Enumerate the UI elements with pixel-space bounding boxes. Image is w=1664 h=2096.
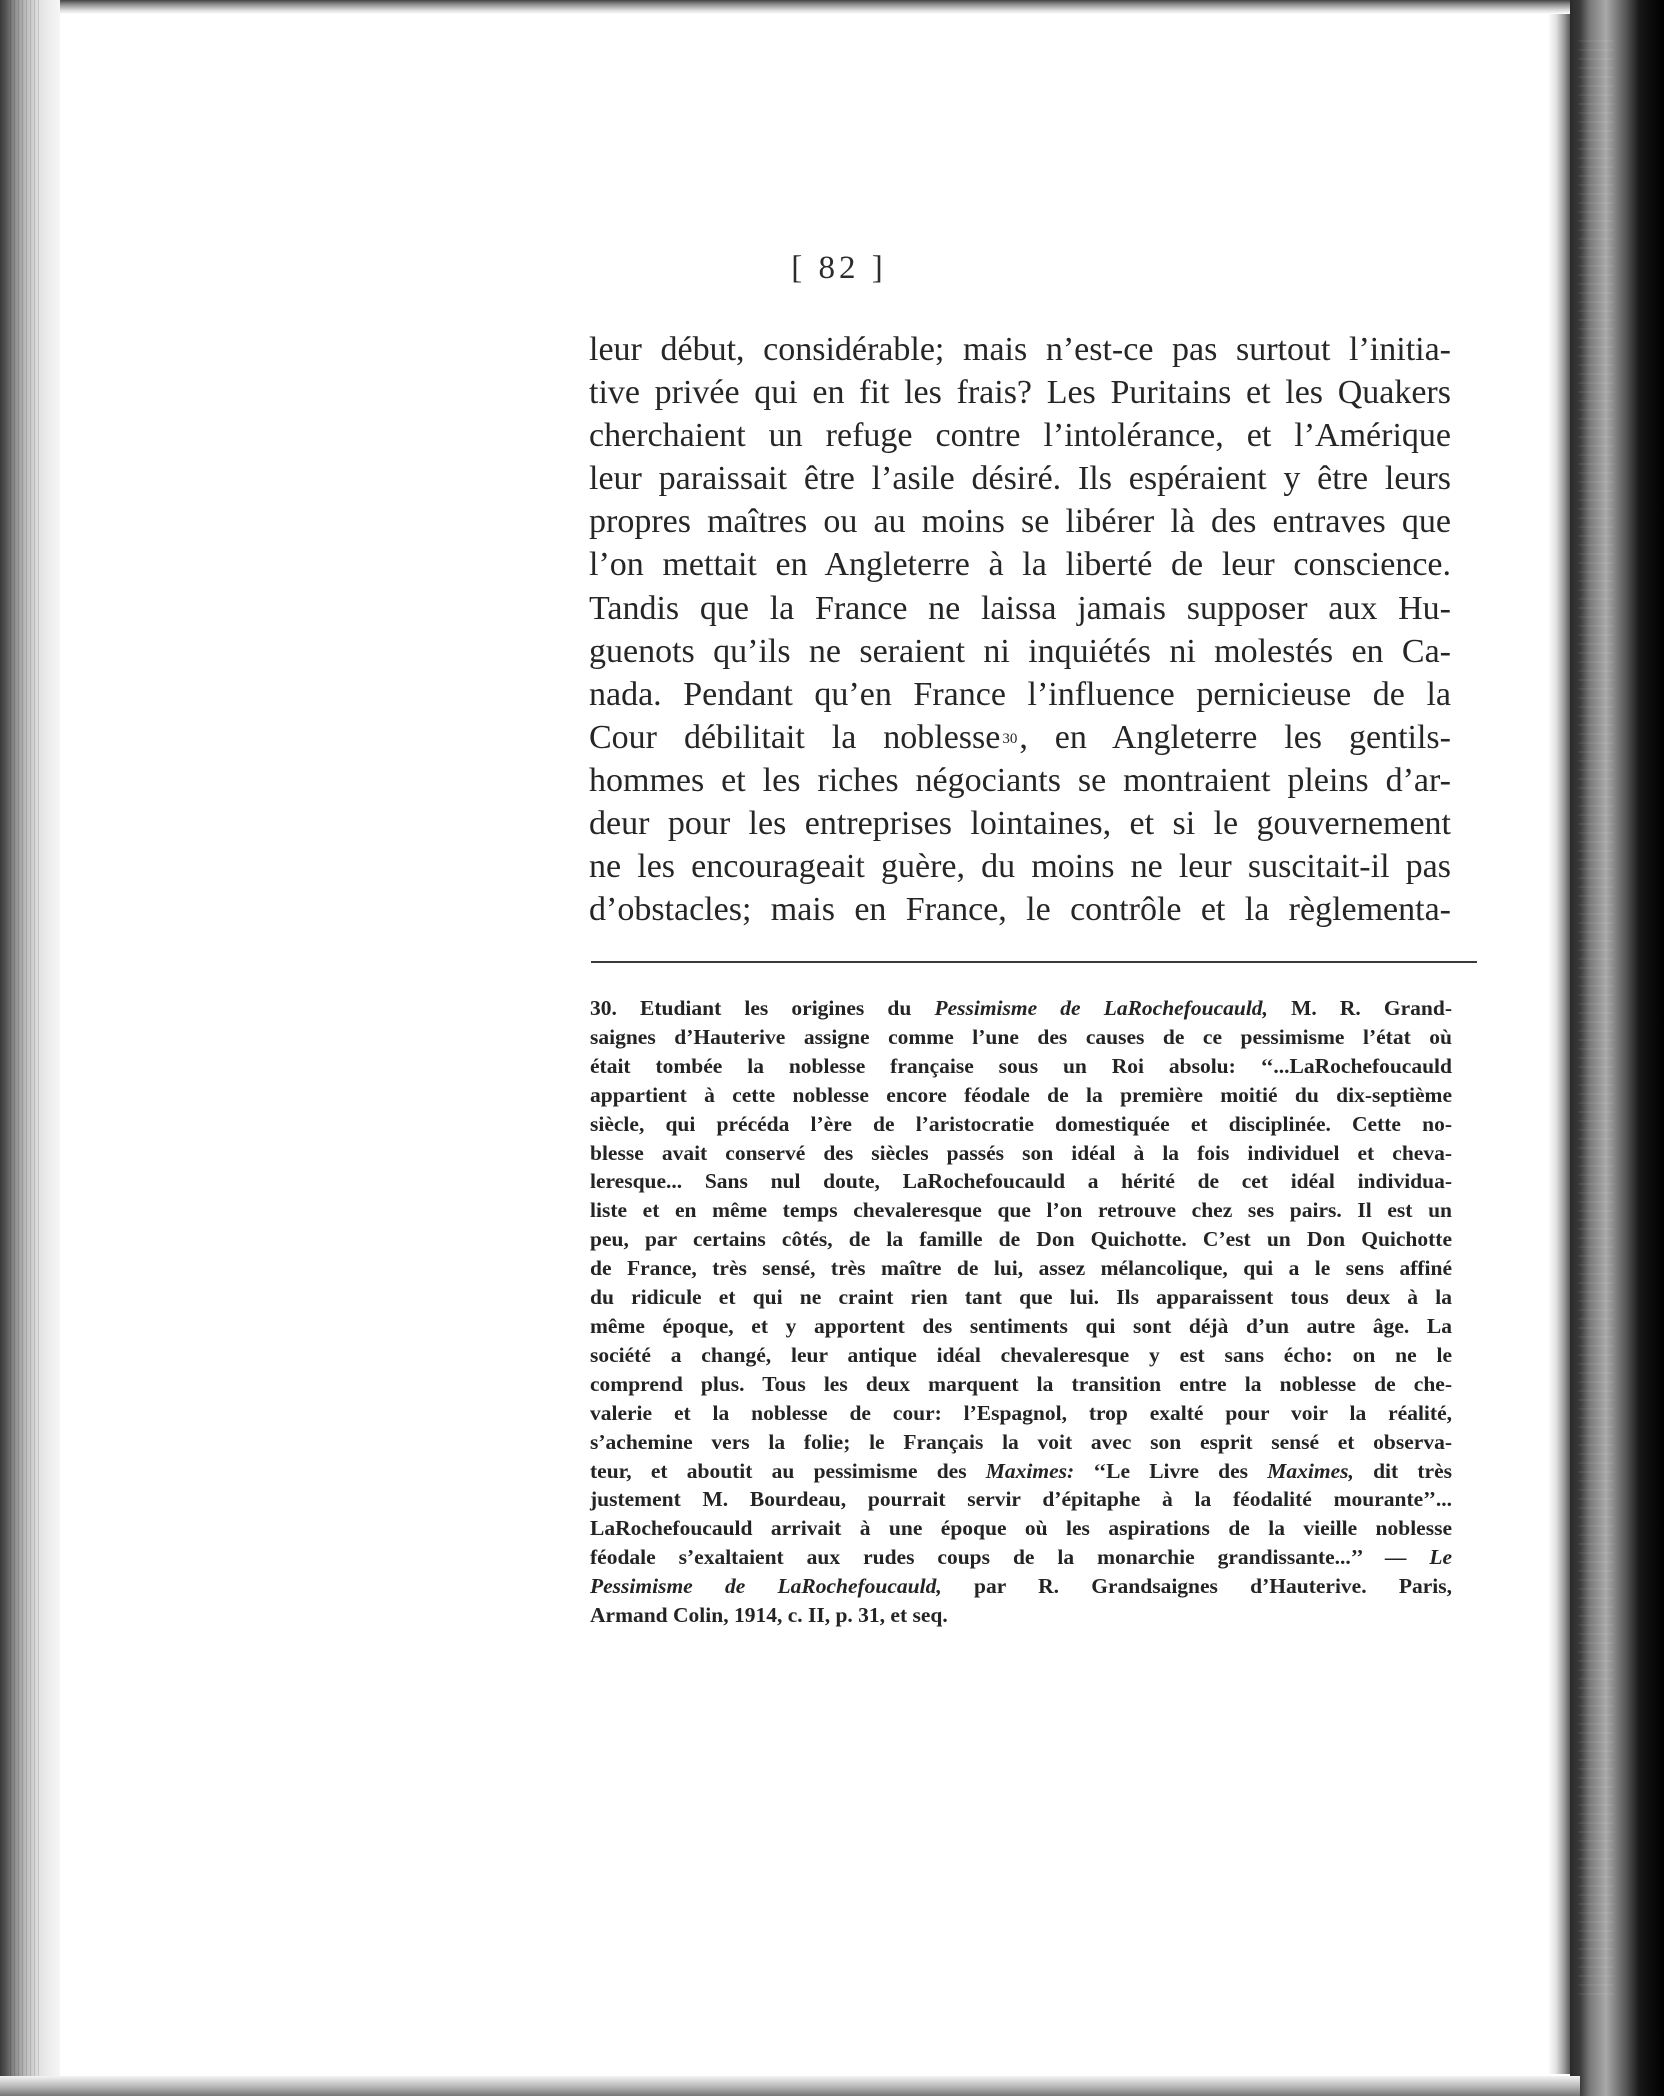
body-line: leur début, considérable; mais n’est-ce pas surtout l’initia- — [589, 331, 1451, 368]
footnote-line — [590, 1312, 1452, 1341]
scan-edge-right — [1570, 0, 1664, 2096]
footnote-text: ‘‘Le Livre des — [1074, 1458, 1268, 1483]
footnote-divider — [591, 961, 1477, 963]
footnote-text: saignes d’Hauterive assigne comme l’une des causes de ce pessimisme l’état où — [590, 1024, 1452, 1049]
footnote-line — [590, 1283, 1452, 1312]
footnote-text: 30. Etudiant les origines du — [590, 996, 935, 1020]
body-line: cherchaient un refuge contre l’intolérance, et l’Amérique — [589, 417, 1451, 455]
footnote-text: s’achemine vers la folie; le Français la voit avec son esprit sensé et observa- — [590, 1429, 1452, 1454]
footnote-text: justement M. Bourdeau, pourrait servir d’épitaphe à la féodalité mourante’’... — [590, 1487, 1452, 1512]
footnote-text: siècle, qui précéda l’ère de l’aristocratie domestiquée et disciplinée. Cette no- — [590, 1111, 1452, 1136]
footnote-text: peu, par certains côtés, de la famille de Don Quichotte. C’est un Don Quichotte — [590, 1227, 1452, 1252]
body-line: hommes et les riches négociants se montraient pleins d’ar- — [589, 761, 1451, 799]
body-line: d’obstacles; mais en France, le contrôle et la règlementa- — [589, 891, 1451, 929]
footnote-line — [590, 1254, 1452, 1283]
footnote-line — [590, 1514, 1452, 1543]
footnote-title-italic: Maximes: — [985, 1458, 1075, 1483]
body-line: nada. Pendant qu’en France l’influence pernicieuse de la — [589, 675, 1451, 713]
footnote-text: teur, et aboutit au pessimisme des — [590, 1458, 986, 1483]
scan-edge-top — [0, 0, 1580, 14]
footnote-title-italic: Pessimisme de LaRochefoucauld, — [590, 1574, 942, 1599]
footnote-text: valerie et la noblesse de cour: l’Espagnol, trop exalté pour voir la réalité, — [590, 1400, 1452, 1425]
footnote-text: même époque, et y apportent des sentiments qui sont déjà d’un autre âge. La — [590, 1313, 1452, 1338]
footnote-line — [590, 1081, 1452, 1110]
footnote-line — [590, 994, 1452, 1023]
footnote-line — [590, 1341, 1452, 1370]
footnote-line — [590, 1485, 1452, 1514]
footnote-title-italic: Le — [1429, 1545, 1452, 1570]
footnote-line — [590, 1572, 1452, 1601]
footnote-text: Armand Colin, 1914, c. II, p. 31, et seq. — [590, 1603, 948, 1628]
footnote-line — [590, 1601, 1452, 1630]
footnote-30 — [590, 994, 1452, 1630]
body-line: leur paraissait être l’asile désiré. Ils espéraient y être leurs — [589, 460, 1451, 498]
footnote-text: appartient à cette noblesse encore féodale de la première moitié du dix-septième — [590, 1082, 1452, 1107]
footnote-text: liste et en même temps chevaleresque que l’on retrouve chez ses pairs. Il est un — [590, 1198, 1452, 1223]
footnote-line — [590, 1428, 1452, 1457]
page-number: [ 82 ] — [791, 250, 887, 286]
footnote-line — [590, 1052, 1452, 1081]
body-line: tive privée qui en fit les frais? Les Puritains et les Quakers — [589, 374, 1451, 412]
footnote-line — [590, 1023, 1452, 1052]
body-line: l’on mettait en Angleterre à la liberté de leur conscience. — [589, 546, 1451, 584]
footnote-line — [590, 1167, 1452, 1196]
footnote-line — [590, 1543, 1452, 1572]
footnote-text: du ridicule et qui ne craint rien tant que lui. Ils apparaissent tous deux à la — [590, 1285, 1452, 1310]
footnote-reference[interactable]: 30 — [1002, 730, 1018, 747]
footnote-line — [590, 1110, 1452, 1139]
body-line: deur pour les entreprises lointaines, et si le gouvernement — [589, 805, 1451, 843]
body-line-part: , en Angleterre les gentils- — [1019, 718, 1451, 756]
footnote-title-italic: Maximes, — [1267, 1458, 1354, 1483]
footnote-text: blesse avait conservé des siècles passés son idéal à la fois individuel et cheva- — [590, 1140, 1452, 1165]
footnote-text: par R. Grandsaignes d’Hauterive. Paris, — [941, 1574, 1452, 1599]
footnote-text: dit très — [1353, 1458, 1453, 1483]
scan-edge-left — [0, 0, 60, 2096]
scan-edge-bottom — [0, 2076, 1580, 2096]
footnote-text: féodale s’exaltaient aux rudes coups de la monarchie grandissante...’’ — — [590, 1545, 1430, 1570]
body-line-with-footnote-ref — [589, 716, 1451, 759]
footnote-line — [590, 1196, 1452, 1225]
body-line: guenots qu’ils ne seraient ni inquiétés ni molestés en Ca- — [589, 632, 1451, 670]
body-line: Tandis que la France ne laissa jamais supposer aux Hu- — [589, 589, 1451, 627]
footnote-text: de France, très sensé, très maître de lui, assez mélancolique, qui a le sens affiné — [590, 1256, 1452, 1281]
footnote-text: LaRochefoucauld arrivait à une époque où les aspirations de la vieille noblesse — [590, 1516, 1452, 1541]
footnote-line — [590, 1457, 1452, 1486]
body-text — [589, 328, 1451, 931]
footnote-text: comprend plus. Tous les deux marquent la transition entre la noblesse de che- — [590, 1371, 1452, 1396]
footnote-line — [590, 1399, 1452, 1428]
footnote-text: société a changé, leur antique idéal chevaleresque y est sans écho: on ne le — [590, 1342, 1452, 1367]
body-line: ne les encourageait guère, du moins ne leur suscitait-il pas — [589, 848, 1451, 886]
footnote-line — [590, 1139, 1452, 1168]
footnote-text: M. R. Grand- — [1267, 996, 1452, 1020]
footnote-title-italic: Pessimisme de LaRochefoucauld, — [934, 996, 1268, 1020]
page-gutter-shadow — [1548, 14, 1570, 2074]
footnote-text: leresque... Sans nul doute, LaRochefoucauld a hérité de cet idéal individua- — [590, 1169, 1452, 1194]
body-line: propres maîtres ou au moins se libérer là des entraves que — [589, 503, 1451, 541]
footnote-line — [590, 1225, 1452, 1254]
body-line-part: Cour débilitait la noblesse — [589, 718, 1001, 756]
footnote-line — [590, 1370, 1452, 1399]
footnote-text: était tombée la noblesse française sous un Roi absolu: ‘‘...LaRochefoucauld — [590, 1053, 1452, 1078]
